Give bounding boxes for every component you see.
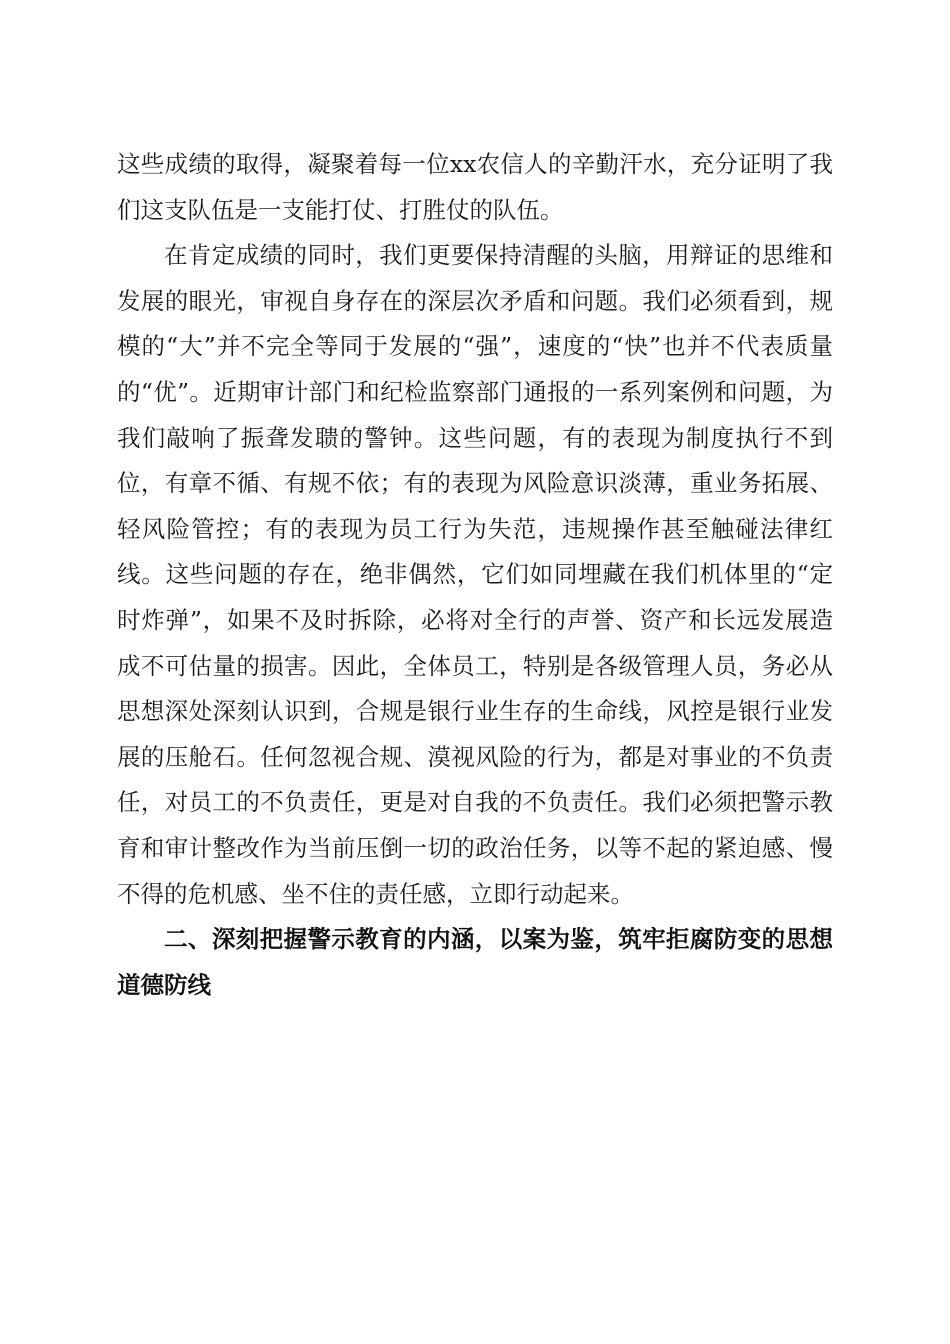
document-body	[117, 142, 833, 1008]
section-heading: 二、深刻把握警示教育的内涵，以案为鉴，筑牢拒腐防变的思想道德防线	[117, 925, 833, 999]
paragraph-continuation: 这些成绩的取得，凝聚着每一位xx农信人的辛勤汗水，充分证明了我们这支队伍是一支能打仗、打胜仗的队伍。	[117, 150, 833, 224]
paragraph-main: 在肯定成绩的同时，我们更要保持清醒的头脑，用辩证的思维和发展的眼光，审视自身存在的深层次矛盾和问题。我们必须看到，规模的“大”并不完全等同于发展的“强”，速度的“快”也并不代表质量的“优”。近期审计部门和纪检监察部门通报的一系列案例和问题，为我们敲响了振聋发聩的警钟。这些问题，有的表现为制度执行不到位，有章不循、有规不依；有的表现为风险意识淡薄，重业务拓展、轻风险管控；有的表现为员工行为失范，违规操作甚至触碰法律红线。这些问题的存在，绝非偶然，它们如同埋藏在我们机体里的“定时炸弹”，如果不及时拆除，必将对全行的声誉、资产和长远发展造成不可估量的损害。因此，全体员工，特别是各级管理人员，务必从思想深处深刻认识到，合规是银行业生存的生命线，风控是银行业发展的压舱石。任何忽视合规、漠视风险的行为，都是对事业的不负责任，对员工的不负责任，更是对自我的不负责任。我们必须把警示教育和审计整改作为当前压倒一切的政治任务，以等不起的紧迫感、慢不得的危机感、坐不住的责任感，立即行动起来。	[117, 241, 833, 908]
